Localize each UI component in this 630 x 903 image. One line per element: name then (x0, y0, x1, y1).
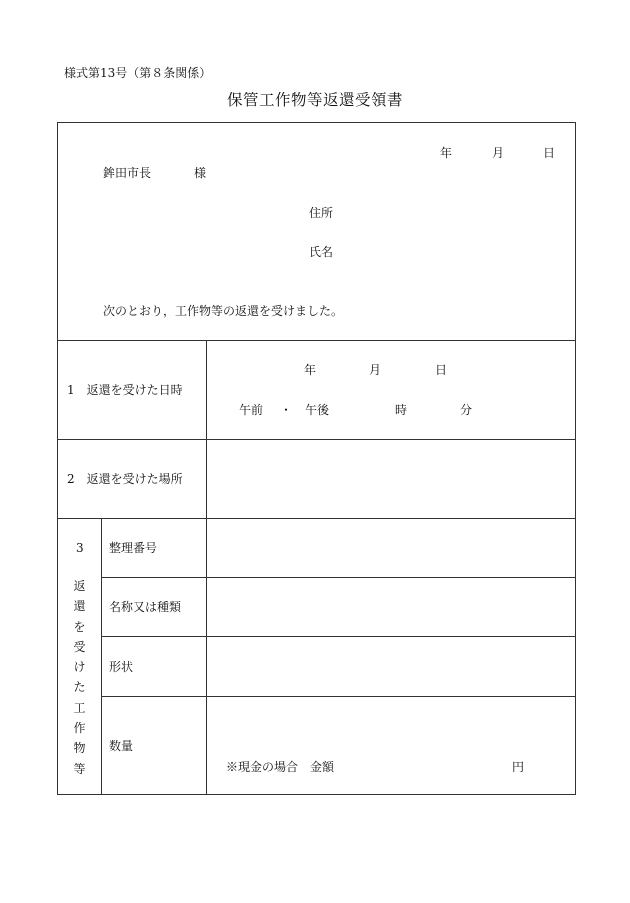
reference-number-label: 整理番号 (109, 541, 158, 555)
form-table (57, 122, 576, 795)
vertical-char: 等 (73, 761, 86, 776)
am-label: 午前 (239, 403, 264, 417)
pm-label: 午後 (305, 403, 330, 417)
vertical-char: 還 (73, 599, 86, 614)
row-divider (101, 696, 576, 697)
datetime-year-label: 年 (304, 363, 317, 377)
yen-label: 円 (512, 760, 525, 774)
separator-dot: ・ (280, 403, 293, 417)
form-number: 様式第13号（第８条関係） (64, 66, 212, 80)
datetime-day-label: 日 (435, 363, 448, 377)
address-label: 住所 (309, 206, 334, 220)
row-divider (101, 577, 576, 578)
day-label: 日 (543, 146, 556, 160)
month-label: 月 (492, 146, 505, 160)
row-divider (101, 636, 576, 637)
vertical-char: 返 (73, 579, 86, 593)
section-number: 3 (76, 541, 84, 555)
vertical-char: 作 (73, 721, 86, 736)
statement-text: 次のとおり，工作物等の返還を受けました。 (103, 304, 344, 318)
return-place-label: 2 返還を受けた場所 (67, 472, 183, 486)
quantity-label: 数量 (109, 739, 134, 753)
return-datetime-label: 1 返還を受けた日時 (67, 383, 183, 397)
vertical-char: 受 (73, 639, 86, 654)
row-divider (57, 439, 576, 440)
year-label: 年 (440, 146, 453, 160)
row-divider (57, 518, 576, 519)
name-label: 氏名 (309, 245, 334, 259)
document-title: 保管工作物等返還受領書 (226, 91, 403, 109)
datetime-month-label: 月 (369, 363, 382, 377)
vertical-section-label (57, 576, 102, 779)
row-divider (57, 340, 576, 341)
column-divider (206, 340, 207, 795)
hour-label: 時 (395, 403, 408, 417)
vertical-char: た (73, 680, 86, 695)
honorific: 様 (194, 166, 207, 180)
vertical-char: 物 (73, 741, 86, 756)
cash-amount-note: ※現金の場合 金額 (226, 760, 335, 774)
vertical-char: け (73, 660, 86, 675)
vertical-char: 工 (73, 700, 86, 715)
addressee: 鉾田市長 (103, 166, 152, 180)
name-or-type-label: 名称又は種類 (109, 600, 182, 614)
shape-label: 形状 (109, 660, 134, 674)
minute-label: 分 (460, 403, 473, 417)
vertical-char: を (73, 619, 86, 634)
